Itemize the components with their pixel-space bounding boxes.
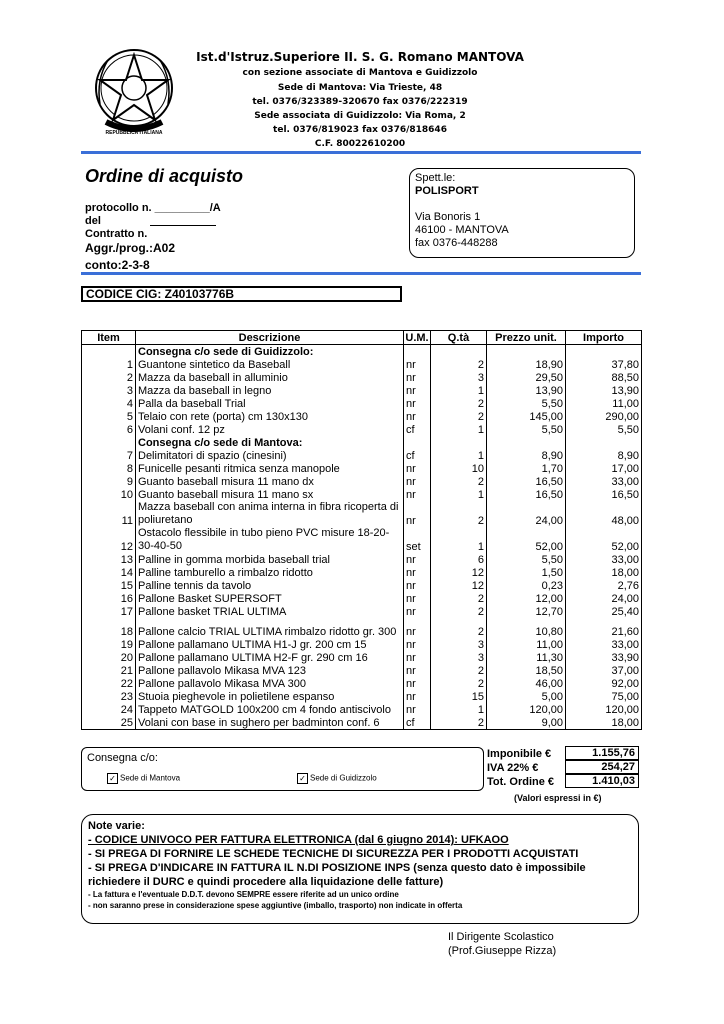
table-row: [82, 605, 642, 618]
cell-item: 19: [82, 638, 136, 651]
cell-importo: 21,60: [566, 618, 642, 638]
signature-role: Il Dirigente Scolastico: [448, 931, 554, 943]
cell-qta: 2: [431, 618, 487, 638]
cell-item: 16: [82, 592, 136, 605]
cell-um: cf: [404, 423, 431, 436]
cell-qta: 2: [431, 605, 487, 618]
cell-item: [82, 345, 136, 359]
cell-um: nr: [404, 488, 431, 501]
school-name: Ist.d'Istruz.Superiore II. S. G. Romano MANTOVA: [196, 50, 524, 64]
note-line: - CODICE UNIVOCO PER FATTURA ELETTRONICA (dal 6 giugno 2014): UFKAOO: [88, 834, 509, 846]
cell-prezzo: 5,50: [487, 423, 566, 436]
col-header-item: Item: [82, 331, 136, 345]
cell-descrizione: Palla da baseball Trial: [136, 397, 404, 410]
cell-descrizione: Mazza da baseball in legno: [136, 384, 404, 397]
cell-prezzo: 18,90: [487, 358, 566, 371]
cell-um: nr: [404, 651, 431, 664]
supplier-fax: fax 0376-448288: [415, 237, 498, 249]
cell-prezzo: 10,80: [487, 618, 566, 638]
header-line: Sede associata di Guidizzolo: Via Roma, 2: [254, 111, 466, 121]
cell-um: nr: [404, 553, 431, 566]
table-row: [82, 462, 642, 475]
cell-importo: 290,00: [566, 410, 642, 423]
cell-descrizione: Telaio con rete (porta) cm 130x130: [136, 410, 404, 423]
cell-qta: 2: [431, 677, 487, 690]
cell-um: nr: [404, 566, 431, 579]
cell-prezzo: 52,00: [487, 527, 566, 553]
table-row: [82, 371, 642, 384]
page-title: Ordine di acquisto: [85, 166, 244, 186]
table-row: [82, 449, 642, 462]
cell-importo: 5,50: [566, 423, 642, 436]
table-row: [82, 716, 642, 730]
cell-prezzo: 11,00: [487, 638, 566, 651]
cell-um: nr: [404, 605, 431, 618]
cell-qta: [431, 345, 487, 359]
table-row: [82, 397, 642, 410]
cell-item: 8: [82, 462, 136, 475]
cell-item: 12: [82, 527, 136, 553]
cell-importo: 120,00: [566, 703, 642, 716]
checkbox-guidizzolo[interactable]: ✓: [297, 773, 308, 784]
cell-um: nr: [404, 703, 431, 716]
cell-importo: 13,90: [566, 384, 642, 397]
cell-qta: 2: [431, 664, 487, 677]
cell-qta: 1: [431, 488, 487, 501]
cell-importo: 48,00: [566, 501, 642, 527]
cell-qta: 6: [431, 553, 487, 566]
cell-um: nr: [404, 371, 431, 384]
supplier-address: Via Bonoris 1: [415, 211, 481, 223]
cell-descrizione: Consegna c/o sede di Mantova:: [136, 436, 404, 449]
cell-descrizione: Consegna c/o sede di Guidizzolo:: [136, 345, 404, 359]
table-row: [82, 664, 642, 677]
del-label: del: [85, 215, 101, 227]
cell-importo: [566, 345, 642, 359]
cell-importo: 75,00: [566, 690, 642, 703]
cell-prezzo: 12,70: [487, 605, 566, 618]
conto-field: conto:2-3-8: [85, 258, 150, 272]
cell-qta: 1: [431, 449, 487, 462]
cell-descrizione: Mazza baseball con anima interna in fibra ricoperta di poliuretano: [136, 501, 404, 527]
cell-prezzo: 5,00: [487, 690, 566, 703]
cell-qta: 2: [431, 592, 487, 605]
cell-importo: 24,00: [566, 592, 642, 605]
cell-importo: 88,50: [566, 371, 642, 384]
cell-prezzo: [487, 345, 566, 359]
header-line: C.F. 80022610200: [314, 139, 406, 149]
note-small-line: - La fattura e l'eventuale D.D.T. devono SEMPRE essere riferite ad un unico ordine: [88, 890, 399, 899]
table-row: [82, 384, 642, 397]
table-row: [82, 618, 642, 638]
cell-um: cf: [404, 716, 431, 730]
cell-descrizione: Palline tennis da tavolo: [136, 579, 404, 592]
cell-item: 15: [82, 579, 136, 592]
imponibile-value: 1.155,76: [565, 746, 639, 760]
cell-descrizione: Pallone pallavolo Mikasa MVA 123: [136, 664, 404, 677]
table-section-row: [82, 345, 642, 359]
cell-um: nr: [404, 501, 431, 527]
cell-um: nr: [404, 397, 431, 410]
cell-um: nr: [404, 410, 431, 423]
signature-name: (Prof.Giuseppe Rizza): [448, 945, 557, 957]
cell-item: 9: [82, 475, 136, 488]
cell-item: 23: [82, 690, 136, 703]
cell-um: nr: [404, 618, 431, 638]
cell-um: nr: [404, 358, 431, 371]
cell-prezzo: 5,50: [487, 553, 566, 566]
cell-qta: 3: [431, 638, 487, 651]
cell-prezzo: 1,70: [487, 462, 566, 475]
cell-um: nr: [404, 462, 431, 475]
cell-descrizione: Volani conf. 12 pz: [136, 423, 404, 436]
cell-item: 24: [82, 703, 136, 716]
cell-qta: 2: [431, 501, 487, 527]
cell-importo: 2,76: [566, 579, 642, 592]
cell-descrizione: Guantone sintetico da Baseball: [136, 358, 404, 371]
cell-um: nr: [404, 664, 431, 677]
cell-item: 21: [82, 664, 136, 677]
table-row: [82, 677, 642, 690]
items-table: [81, 330, 642, 730]
contratto-label: Contratto n.: [85, 228, 148, 240]
table-row: [82, 690, 642, 703]
cell-item: 2: [82, 371, 136, 384]
header-line: tel. 0376/819023 fax 0376/818646: [273, 125, 447, 135]
cig-code: CODICE CIG: Z40103776B: [81, 286, 402, 302]
cell-item: 17: [82, 605, 136, 618]
cell-um: nr: [404, 638, 431, 651]
cell-descrizione: Delimitatori di spazio (cinesini): [136, 449, 404, 462]
cell-importo: 33,90: [566, 651, 642, 664]
col-header-um: U.M.: [405, 331, 429, 344]
cell-qta: 2: [431, 397, 487, 410]
cell-um: set: [404, 527, 431, 553]
supplier-name: POLISPORT: [415, 185, 479, 197]
cell-prezzo: [487, 436, 566, 449]
cell-prezzo: 0,23: [487, 579, 566, 592]
cell-item: 10: [82, 488, 136, 501]
cell-qta: [431, 436, 487, 449]
cell-qta: 1: [431, 423, 487, 436]
cell-item: 25: [82, 716, 136, 730]
col-header-importo: Importo: [566, 331, 642, 345]
cell-item: 4: [82, 397, 136, 410]
cell-descrizione: Pallone basket TRIAL ULTIMA: [136, 605, 404, 618]
cell-qta: 15: [431, 690, 487, 703]
cell-um: nr: [404, 384, 431, 397]
cell-prezzo: 29,50: [487, 371, 566, 384]
cell-item: [82, 436, 136, 449]
cell-importo: 52,00: [566, 527, 642, 553]
cell-item: 6: [82, 423, 136, 436]
cell-prezzo: 16,50: [487, 475, 566, 488]
table-row: [82, 501, 642, 527]
cell-descrizione: Mazza da baseball in alluminio: [136, 371, 404, 384]
note-line: richiedere il DURC e quindi procedere alla liquidazione delle fatture): [88, 876, 444, 888]
cell-um: nr: [404, 677, 431, 690]
cell-descrizione: Ostacolo flessibile in tubo pieno PVC misure 18-20-30-40-50: [136, 527, 404, 553]
header-line: Sede di Mantova: Via Trieste, 48: [277, 83, 443, 93]
cell-um: [404, 345, 431, 359]
cell-qta: 2: [431, 716, 487, 730]
header-line: tel. 0376/323389-320670 fax 0376/222319: [252, 97, 468, 107]
cell-descrizione: Palline tamburello a rimbalzo ridotto: [136, 566, 404, 579]
checkbox-mantova[interactable]: ✓: [107, 773, 118, 784]
cell-importo: 8,90: [566, 449, 642, 462]
totale-value: 1.410,03: [565, 774, 639, 788]
cell-qta: 2: [431, 358, 487, 371]
cell-um: nr: [404, 690, 431, 703]
cell-importo: 18,00: [566, 566, 642, 579]
note-small-line: - non saranno prese in considerazione spese aggiuntive (imballo, trasporto) non indicate in offerta: [88, 901, 463, 910]
cell-um: [404, 436, 431, 449]
cell-item: 7: [82, 449, 136, 462]
cell-qta: 3: [431, 371, 487, 384]
option-mantova[interactable]: [107, 772, 180, 784]
cell-qta: 1: [431, 703, 487, 716]
cell-prezzo: 12,00: [487, 592, 566, 605]
cell-importo: 33,00: [566, 553, 642, 566]
cell-item: 5: [82, 410, 136, 423]
cell-qta: 12: [431, 566, 487, 579]
cell-item: 14: [82, 566, 136, 579]
supplier-box: [409, 168, 635, 258]
note-line: - SI PREGA D'INDICARE IN FATTURA IL N.DI POSIZIONE INPS (senza questo dato è impossibile: [88, 862, 586, 874]
cell-importo: 16,50: [566, 488, 642, 501]
cell-importo: 11,00: [566, 397, 642, 410]
aggr-field: Aggr./prog.:A02: [85, 241, 176, 255]
table-row: [82, 592, 642, 605]
option-mantova-label: Sede di Mantova: [120, 773, 181, 783]
totale-label: Tot. Ordine €: [487, 776, 555, 788]
cell-item: 22: [82, 677, 136, 690]
cell-prezzo: 24,00: [487, 501, 566, 527]
cell-descrizione: Pallone Basket SUPERSOFT: [136, 592, 404, 605]
option-guidizzolo[interactable]: [297, 772, 377, 784]
imponibile-label: Imponibile €: [487, 748, 552, 760]
table-row: [82, 488, 642, 501]
cell-prezzo: 1,50: [487, 566, 566, 579]
cell-descrizione: Pallone pallamano ULTIMA H1-J gr. 200 cm 15: [136, 638, 404, 651]
cell-item: 3: [82, 384, 136, 397]
cell-importo: 25,40: [566, 605, 642, 618]
consegna-box: [81, 747, 484, 791]
table-row: [82, 475, 642, 488]
table-row: [82, 651, 642, 664]
cell-prezzo: 9,00: [487, 716, 566, 730]
col-header-qta: Q.tà: [431, 331, 487, 345]
cell-descrizione: Palline in gomma morbida baseball trial: [136, 553, 404, 566]
cell-prezzo: 145,00: [487, 410, 566, 423]
table-row: [82, 566, 642, 579]
table-row: [82, 638, 642, 651]
cell-descrizione: Tappeto MATGOLD 100x200 cm 4 fondo antiscivolo: [136, 703, 404, 716]
spett-label: Spett.le:: [415, 172, 456, 184]
table-row: [82, 423, 642, 436]
iva-label: IVA 22% €: [487, 762, 539, 774]
cell-importo: 17,00: [566, 462, 642, 475]
cell-qta: 12: [431, 579, 487, 592]
cell-qta: 1: [431, 527, 487, 553]
cell-descrizione: Funicelle pesanti ritmica senza manopole: [136, 462, 404, 475]
cell-item: 11: [82, 501, 136, 527]
cell-qta: 2: [431, 475, 487, 488]
cell-descrizione: Pallone calcio TRIAL ULTIMA rimbalzo ridotto gr. 300: [136, 618, 404, 638]
iva-value: 254,27: [565, 760, 639, 774]
cell-item: 13: [82, 553, 136, 566]
col-header-descrizione: Descrizione: [136, 331, 404, 345]
cell-item: 20: [82, 651, 136, 664]
del-blank: [150, 216, 216, 226]
cell-um: nr: [404, 579, 431, 592]
cell-importo: 37,80: [566, 358, 642, 371]
consegna-label: Consegna c/o:: [87, 752, 158, 764]
cell-importo: [566, 436, 642, 449]
notes-box: [81, 814, 639, 924]
cell-importo: 33,00: [566, 638, 642, 651]
currency-note: (Valori espressi in €): [514, 793, 602, 803]
cell-item: 1: [82, 358, 136, 371]
emblem-caption: REPUBBLICA ITALIANA: [105, 130, 163, 136]
cell-descrizione: Stuoia pieghevole in polietilene espanso: [136, 690, 404, 703]
cell-qta: 10: [431, 462, 487, 475]
cell-prezzo: 120,00: [487, 703, 566, 716]
republic-emblem: [86, 40, 182, 136]
table-row: [82, 553, 642, 566]
cell-descrizione: Guanto baseball misura 11 mano sx: [136, 488, 404, 501]
option-guidizzolo-label: Sede di Guidizzolo: [310, 773, 377, 783]
table-row: [82, 579, 642, 592]
cell-prezzo: 13,90: [487, 384, 566, 397]
cell-prezzo: 5,50: [487, 397, 566, 410]
note-line: - SI PREGA DI FORNIRE LE SCHEDE TECNICHE DI SICUREZZA PER I PRODOTTI ACQUISTATI: [88, 848, 579, 860]
cell-prezzo: 16,50: [487, 488, 566, 501]
cell-importo: 92,00: [566, 677, 642, 690]
supplier-city: 46100 - MANTOVA: [415, 224, 509, 236]
table-header-row: [82, 331, 642, 345]
cell-um: nr: [404, 592, 431, 605]
cell-prezzo: 8,90: [487, 449, 566, 462]
section-divider: [81, 272, 641, 275]
header-divider: [81, 151, 641, 154]
table-row: [82, 358, 642, 371]
cell-importo: 33,00: [566, 475, 642, 488]
header-line: con sezione associate di Mantova e Guidizzolo: [242, 68, 478, 78]
table-section-row: [82, 436, 642, 449]
cell-prezzo: 11,30: [487, 651, 566, 664]
cell-importo: 37,00: [566, 664, 642, 677]
cell-descrizione: Guanto baseball misura 11 mano dx: [136, 475, 404, 488]
cell-qta: 2: [431, 410, 487, 423]
cell-importo: 18,00: [566, 716, 642, 730]
cell-prezzo: 46,00: [487, 677, 566, 690]
cell-prezzo: 18,50: [487, 664, 566, 677]
cell-descrizione: Pallone pallamano ULTIMA H2-F gr. 290 cm 16: [136, 651, 404, 664]
cell-item: 18: [82, 618, 136, 638]
table-row: [82, 703, 642, 716]
col-header-prezzo: Prezzo unit.: [487, 331, 566, 345]
cell-um: nr: [404, 475, 431, 488]
notes-title: Note varie:: [88, 820, 145, 832]
cell-um: cf: [404, 449, 431, 462]
cell-descrizione: Pallone pallavolo Mikasa MVA 300: [136, 677, 404, 690]
protocollo-field: protocollo n. _________/A: [85, 202, 221, 214]
cell-qta: 3: [431, 651, 487, 664]
table-row: [82, 527, 642, 553]
table-row: [82, 410, 642, 423]
cell-descrizione: Volani con base in sughero per badminton conf. 6: [136, 716, 404, 730]
cell-qta: 1: [431, 384, 487, 397]
